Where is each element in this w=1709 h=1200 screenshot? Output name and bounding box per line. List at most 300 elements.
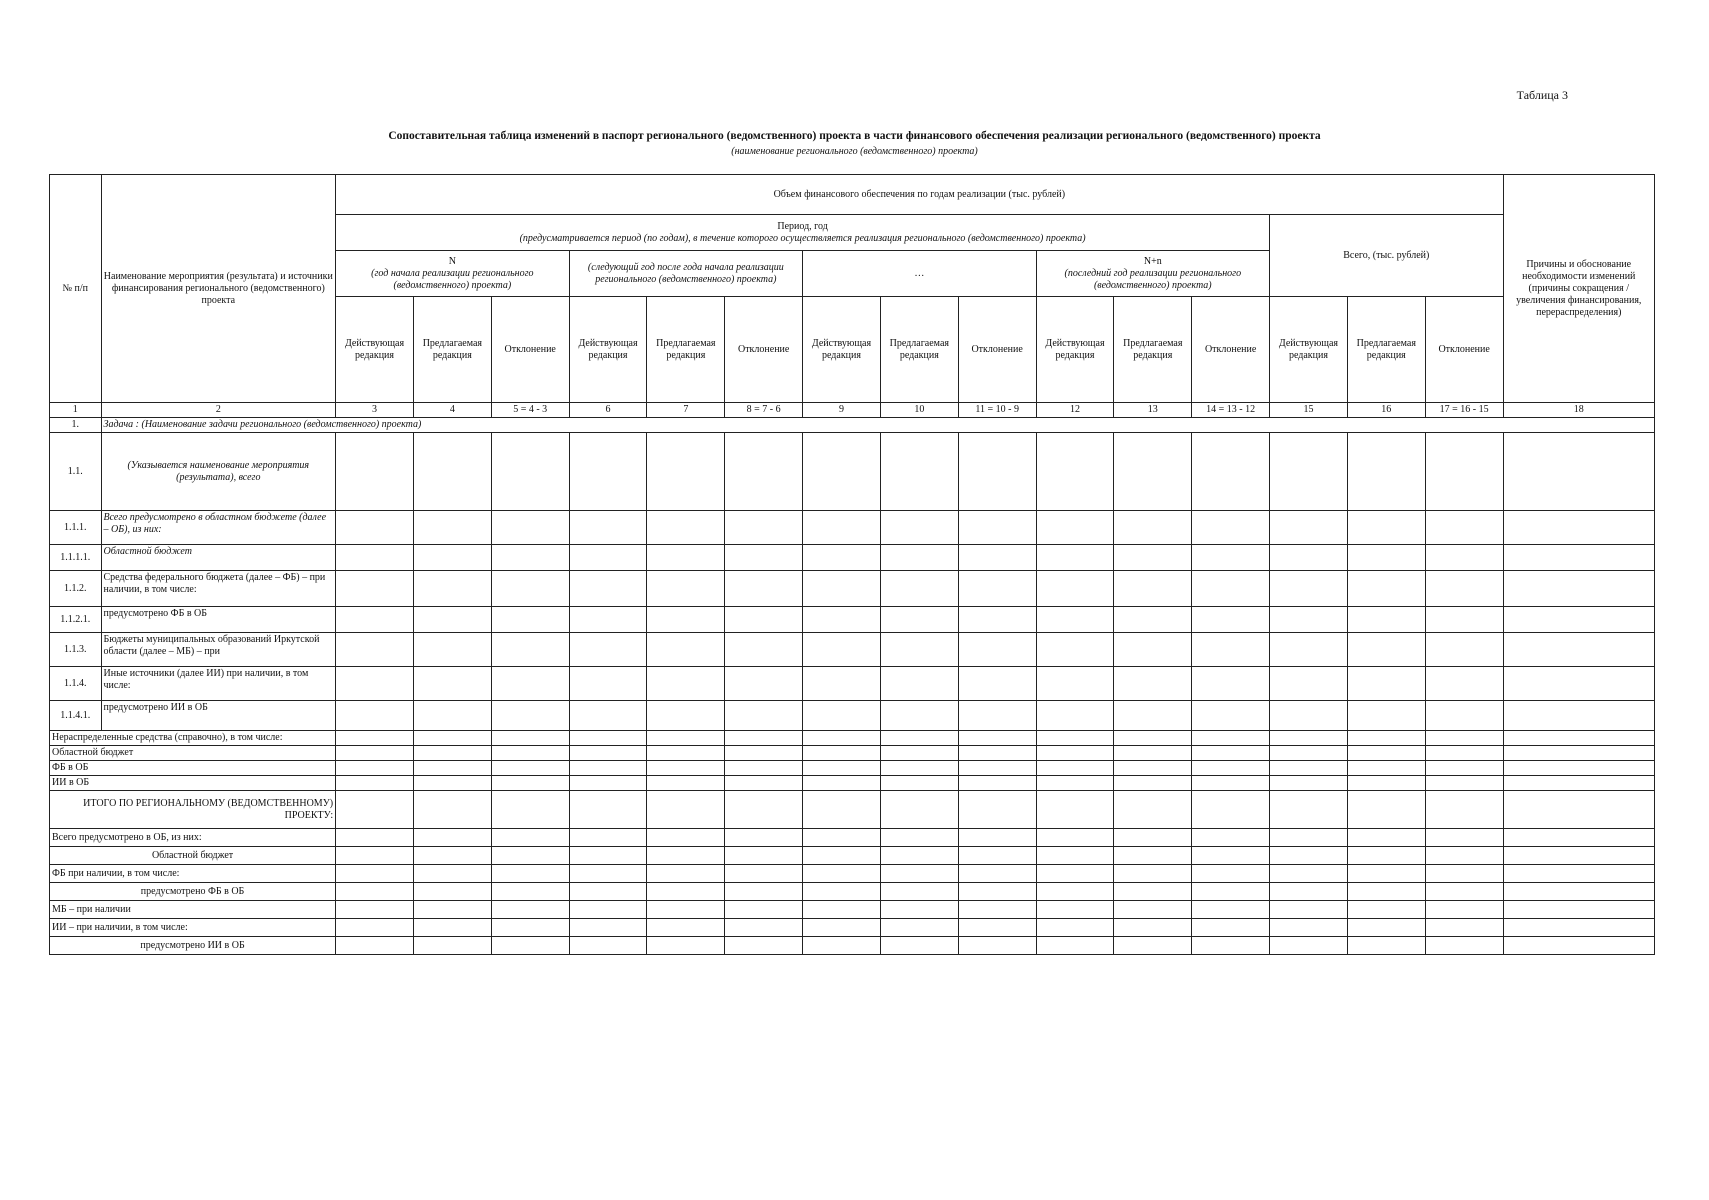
value-cell — [803, 511, 881, 545]
header-num: № п/п — [50, 175, 102, 403]
table-row — [50, 607, 1655, 633]
value-cell — [1192, 433, 1270, 511]
value-cell — [413, 761, 491, 776]
col-num: 3 — [336, 403, 414, 418]
value-cell — [880, 847, 958, 865]
total-row-label: ИТОГО ПО РЕГИОНАЛЬНОМУ (ВЕДОМСТВЕННОМУ) ПРОЕКТУ: — [50, 791, 336, 829]
value-cell — [1114, 571, 1192, 607]
value-cell — [336, 731, 414, 746]
bottom-row-label: ИИ – при наличии, в том числе: — [50, 919, 336, 937]
value-cell — [1036, 776, 1114, 791]
value-cell — [569, 511, 647, 545]
sub-current-4: Действующая редакция — [1036, 297, 1114, 403]
header-year-n — [336, 251, 569, 297]
col-num: 12 — [1036, 403, 1114, 418]
value-cell — [1347, 571, 1425, 607]
value-cell — [1192, 761, 1270, 776]
value-cell — [1425, 607, 1503, 633]
header-year-dots: … — [803, 251, 1036, 297]
row-number: 1.1.1.1. — [50, 545, 102, 571]
table-row — [50, 701, 1655, 731]
table-row — [50, 633, 1655, 667]
value-cell — [1270, 607, 1348, 633]
column-number-row — [50, 403, 1655, 418]
value-cell — [1425, 791, 1503, 829]
value-cell — [1270, 919, 1348, 937]
value-cell — [1503, 545, 1654, 571]
value-cell — [336, 847, 414, 865]
value-cell — [1114, 433, 1192, 511]
value-cell — [1114, 746, 1192, 761]
value-cell — [725, 865, 803, 883]
col-num: 17 = 16 - 15 — [1425, 403, 1503, 418]
value-cell — [958, 865, 1036, 883]
value-cell — [1270, 511, 1348, 545]
row-number: 1.1.3. — [50, 633, 102, 667]
value-cell — [1503, 761, 1654, 776]
value-cell — [1036, 847, 1114, 865]
value-cell — [880, 883, 958, 901]
value-cell — [958, 937, 1036, 955]
value-cell — [569, 865, 647, 883]
value-cell — [491, 919, 569, 937]
year-last-label: N+n — [1143, 255, 1162, 267]
value-cell — [880, 776, 958, 791]
value-cell — [1503, 571, 1654, 607]
value-cell — [958, 667, 1036, 701]
value-cell — [336, 571, 414, 607]
value-cell — [1036, 901, 1114, 919]
sub-current-3: Действующая редакция — [803, 297, 881, 403]
value-cell — [336, 937, 414, 955]
row-number: 1.1. — [50, 433, 102, 511]
value-cell — [413, 829, 491, 847]
value-cell — [413, 511, 491, 545]
value-cell — [725, 701, 803, 731]
value-cell — [491, 731, 569, 746]
value-cell — [491, 829, 569, 847]
value-cell — [647, 545, 725, 571]
value-cell — [336, 776, 414, 791]
value-cell — [725, 776, 803, 791]
value-cell — [1270, 761, 1348, 776]
value-cell — [569, 791, 647, 829]
value-cell — [1270, 883, 1348, 901]
value-cell — [1114, 607, 1192, 633]
value-cell — [569, 847, 647, 865]
year-n-note: (год начала реализации регионального (ведомственного) проекта) — [371, 267, 534, 291]
value-cell — [958, 545, 1036, 571]
value-cell — [647, 633, 725, 667]
value-cell — [1036, 571, 1114, 607]
value-cell — [803, 937, 881, 955]
bottom-row-label: Областной бюджет — [50, 847, 336, 865]
value-cell — [725, 731, 803, 746]
sub-current-total: Действующая редакция — [1270, 297, 1348, 403]
value-cell — [1114, 829, 1192, 847]
value-cell — [1347, 776, 1425, 791]
value-cell — [491, 511, 569, 545]
value-cell — [1347, 919, 1425, 937]
summary-row — [50, 731, 1655, 746]
value-cell — [647, 901, 725, 919]
value-cell — [1192, 829, 1270, 847]
value-cell — [803, 433, 881, 511]
table-number-label: Таблица 3 — [1516, 88, 1568, 102]
task-row — [50, 418, 1655, 433]
value-cell — [1347, 545, 1425, 571]
value-cell — [1036, 746, 1114, 761]
row-number: 1.1.4.1. — [50, 701, 102, 731]
summary-rows — [50, 731, 1655, 955]
value-cell — [413, 731, 491, 746]
value-cell — [1036, 937, 1114, 955]
col-num: 15 — [1270, 403, 1348, 418]
value-cell — [880, 701, 958, 731]
value-cell — [803, 829, 881, 847]
value-cell — [336, 633, 414, 667]
value-cell — [958, 847, 1036, 865]
sub-deviation-4: Отклонение — [1192, 297, 1270, 403]
row-text: Средства федерального бюджета (далее – ФБ) – при наличии, в том числе: — [101, 571, 336, 607]
header-total: Всего, (тыс. рублей) — [1270, 215, 1504, 297]
value-cell — [413, 776, 491, 791]
value-cell — [1036, 511, 1114, 545]
value-cell — [647, 919, 725, 937]
task-num: 1. — [50, 418, 102, 433]
value-cell — [1192, 791, 1270, 829]
value-cell — [1270, 433, 1348, 511]
col-num: 10 — [880, 403, 958, 418]
value-cell — [1270, 667, 1348, 701]
value-cell — [725, 511, 803, 545]
year-n-label: N — [448, 255, 456, 267]
value-cell — [1114, 865, 1192, 883]
col-num: 6 — [569, 403, 647, 418]
value-cell — [1192, 746, 1270, 761]
value-cell — [1270, 731, 1348, 746]
col-num: 9 — [803, 403, 881, 418]
task-text: Задача : (Наименование задачи регионального (ведомственного) проекта) — [101, 418, 1654, 433]
sub-deviation-2: Отклонение — [725, 297, 803, 403]
value-cell — [725, 667, 803, 701]
value-cell — [569, 746, 647, 761]
value-cell — [1347, 701, 1425, 731]
sub-proposed-2: Предлагаемая редакция — [647, 297, 725, 403]
document-title: Сопоставительная таблица изменений в паспорт регионального (ведомственного) проекта в части финансового обеспечения реализации регионального (ведомственного) проекта — [388, 130, 1321, 142]
col-num: 18 — [1503, 403, 1654, 418]
sub-deviation-1: Отклонение — [491, 297, 569, 403]
value-cell — [336, 865, 414, 883]
value-cell — [958, 829, 1036, 847]
bottom-row — [50, 901, 1655, 919]
value-cell — [880, 511, 958, 545]
value-cell — [725, 919, 803, 937]
value-cell — [1503, 731, 1654, 746]
year-last-note: (последний год реализации регионального (ведомственного) проекта) — [1064, 267, 1242, 291]
value-cell — [880, 829, 958, 847]
value-cell — [647, 433, 725, 511]
value-cell — [1425, 919, 1503, 937]
value-cell — [1114, 937, 1192, 955]
row-text: Бюджеты муниципальных образований Иркутской области (далее – МБ) – при — [101, 633, 336, 667]
value-cell — [1503, 746, 1654, 761]
col-num: 4 — [413, 403, 491, 418]
table-row — [50, 511, 1655, 545]
row-text: предусмотрено ИИ в ОБ — [101, 701, 336, 731]
value-cell — [413, 791, 491, 829]
value-cell — [647, 791, 725, 829]
value-cell — [1192, 901, 1270, 919]
value-cell — [413, 633, 491, 667]
value-cell — [1036, 667, 1114, 701]
period-title: Период, год — [777, 220, 828, 232]
value-cell — [336, 433, 414, 511]
summary-row-label: ИИ в ОБ — [50, 776, 336, 791]
value-cell — [1347, 511, 1425, 545]
value-cell — [1036, 607, 1114, 633]
value-cell — [803, 883, 881, 901]
value-cell — [1114, 545, 1192, 571]
value-cell — [413, 433, 491, 511]
value-cell — [569, 901, 647, 919]
value-cell — [958, 633, 1036, 667]
sub-proposed-1: Предлагаемая редакция — [413, 297, 491, 403]
value-cell — [569, 829, 647, 847]
summary-row-label: Нераспределенные средства (справочно), в том числе: — [50, 731, 336, 746]
value-cell — [1192, 883, 1270, 901]
value-cell — [880, 901, 958, 919]
value-cell — [1270, 937, 1348, 955]
value-cell — [413, 667, 491, 701]
value-cell — [569, 633, 647, 667]
bottom-row — [50, 865, 1655, 883]
sub-current-2: Действующая редакция — [569, 297, 647, 403]
value-cell — [725, 633, 803, 667]
value-cell — [1347, 607, 1425, 633]
row-number: 1.1.4. — [50, 667, 102, 701]
value-cell — [1425, 847, 1503, 865]
value-cell — [1347, 746, 1425, 761]
value-cell — [413, 607, 491, 633]
total-row — [50, 791, 1655, 829]
value-cell — [1192, 919, 1270, 937]
value-cell — [569, 545, 647, 571]
value-cell — [336, 883, 414, 901]
value-cell — [1036, 883, 1114, 901]
row-number: 1.1.2.1. — [50, 607, 102, 633]
value-cell — [647, 607, 725, 633]
value-cell — [803, 865, 881, 883]
value-cell — [1503, 919, 1654, 937]
summary-row-label: ФБ в ОБ — [50, 761, 336, 776]
value-cell — [1503, 901, 1654, 919]
row-number: 1.1.1. — [50, 511, 102, 545]
value-cell — [1425, 883, 1503, 901]
value-cell — [958, 607, 1036, 633]
value-cell — [1114, 919, 1192, 937]
value-cell — [725, 433, 803, 511]
header-reasons: Причины и обоснование необходимости изменений (причины сокращения / увеличения финансирования, перераспределения) — [1503, 175, 1654, 403]
row-text: Всего предусмотрено в областном бюджете (далее – ОБ), из них: — [101, 511, 336, 545]
value-cell — [1425, 545, 1503, 571]
bottom-row — [50, 937, 1655, 955]
bottom-row-label: Всего предусмотрено в ОБ, из них: — [50, 829, 336, 847]
value-cell — [1503, 633, 1654, 667]
bottom-row — [50, 829, 1655, 847]
value-cell — [647, 865, 725, 883]
sub-proposed-4: Предлагаемая редакция — [1114, 297, 1192, 403]
value-cell — [880, 545, 958, 571]
value-cell — [880, 919, 958, 937]
value-cell — [491, 776, 569, 791]
value-cell — [725, 746, 803, 761]
value-cell — [491, 761, 569, 776]
row-text: (Указывается наименование мероприятия (результата), всего — [101, 433, 336, 511]
value-cell — [1192, 571, 1270, 607]
value-cell — [336, 607, 414, 633]
value-cell — [1036, 829, 1114, 847]
value-cell — [569, 761, 647, 776]
value-cell — [336, 511, 414, 545]
value-cell — [1503, 847, 1654, 865]
sub-current-1: Действующая редакция — [336, 297, 414, 403]
value-cell — [1270, 847, 1348, 865]
value-cell — [1036, 633, 1114, 667]
value-cell — [880, 433, 958, 511]
value-cell — [803, 731, 881, 746]
value-cell — [958, 776, 1036, 791]
value-cell — [1192, 607, 1270, 633]
value-cell — [803, 607, 881, 633]
value-cell — [1036, 701, 1114, 731]
summary-row — [50, 761, 1655, 776]
value-cell — [803, 776, 881, 791]
row-number: 1.1.2. — [50, 571, 102, 607]
value-cell — [725, 847, 803, 865]
header-year-last — [1036, 251, 1269, 297]
value-cell — [725, 545, 803, 571]
value-cell — [880, 667, 958, 701]
header-year-next: (следующий год после года начала реализации регионального (ведомственного) проекта) — [569, 251, 802, 297]
value-cell — [491, 791, 569, 829]
value-cell — [880, 571, 958, 607]
value-cell — [1114, 883, 1192, 901]
value-cell — [1270, 701, 1348, 731]
header-period — [336, 215, 1270, 251]
value-cell — [1036, 731, 1114, 746]
value-cell — [1425, 571, 1503, 607]
value-cell — [569, 937, 647, 955]
value-cell — [958, 791, 1036, 829]
value-cell — [958, 701, 1036, 731]
value-cell — [1347, 731, 1425, 746]
value-cell — [647, 511, 725, 545]
col-num: 11 = 10 - 9 — [958, 403, 1036, 418]
value-cell — [1114, 761, 1192, 776]
value-cell — [1270, 829, 1348, 847]
bottom-row — [50, 847, 1655, 865]
value-cell — [413, 571, 491, 607]
value-cell — [1192, 701, 1270, 731]
value-cell — [1192, 937, 1270, 955]
value-cell — [569, 731, 647, 746]
value-cell — [1192, 545, 1270, 571]
value-cell — [958, 433, 1036, 511]
value-cell — [1425, 667, 1503, 701]
value-cell — [1114, 901, 1192, 919]
value-cell — [1036, 433, 1114, 511]
value-cell — [958, 511, 1036, 545]
col-num: 13 — [1114, 403, 1192, 418]
value-cell — [1192, 776, 1270, 791]
value-cell — [1503, 667, 1654, 701]
summary-row — [50, 776, 1655, 791]
value-cell — [1192, 633, 1270, 667]
bottom-row-label: предусмотрено ИИ в ОБ — [50, 937, 336, 955]
value-cell — [1503, 937, 1654, 955]
row-text: Иные источники (далее ИИ) при наличии, в том числе: — [101, 667, 336, 701]
table-row — [50, 667, 1655, 701]
value-cell — [413, 901, 491, 919]
value-cell — [1503, 883, 1654, 901]
value-cell — [1425, 731, 1503, 746]
value-cell — [569, 919, 647, 937]
value-cell — [1192, 847, 1270, 865]
value-cell — [880, 761, 958, 776]
value-cell — [1347, 883, 1425, 901]
table-row — [50, 571, 1655, 607]
value-cell — [336, 761, 414, 776]
value-cell — [1503, 829, 1654, 847]
sub-proposed-3: Предлагаемая редакция — [880, 297, 958, 403]
value-cell — [491, 571, 569, 607]
value-cell — [647, 829, 725, 847]
value-cell — [1270, 746, 1348, 761]
value-cell — [413, 883, 491, 901]
value-cell — [1270, 776, 1348, 791]
value-cell — [647, 847, 725, 865]
value-cell — [1114, 791, 1192, 829]
value-cell — [1270, 865, 1348, 883]
value-cell — [1114, 776, 1192, 791]
value-cell — [880, 937, 958, 955]
value-cell — [803, 746, 881, 761]
value-cell — [725, 761, 803, 776]
value-cell — [413, 701, 491, 731]
value-cell — [647, 883, 725, 901]
value-cell — [1503, 865, 1654, 883]
value-cell — [1114, 701, 1192, 731]
value-cell — [336, 791, 414, 829]
comparison-table — [49, 174, 1655, 955]
value-cell — [413, 937, 491, 955]
value-cell — [1036, 791, 1114, 829]
value-cell — [1503, 776, 1654, 791]
summary-row-label: Областной бюджет — [50, 746, 336, 761]
value-cell — [413, 847, 491, 865]
value-cell — [803, 919, 881, 937]
value-cell — [803, 791, 881, 829]
value-cell — [569, 433, 647, 511]
value-cell — [569, 571, 647, 607]
value-cell — [880, 607, 958, 633]
value-cell — [336, 901, 414, 919]
value-cell — [1270, 901, 1348, 919]
value-cell — [1192, 731, 1270, 746]
col-num: 16 — [1347, 403, 1425, 418]
value-cell — [1503, 701, 1654, 731]
